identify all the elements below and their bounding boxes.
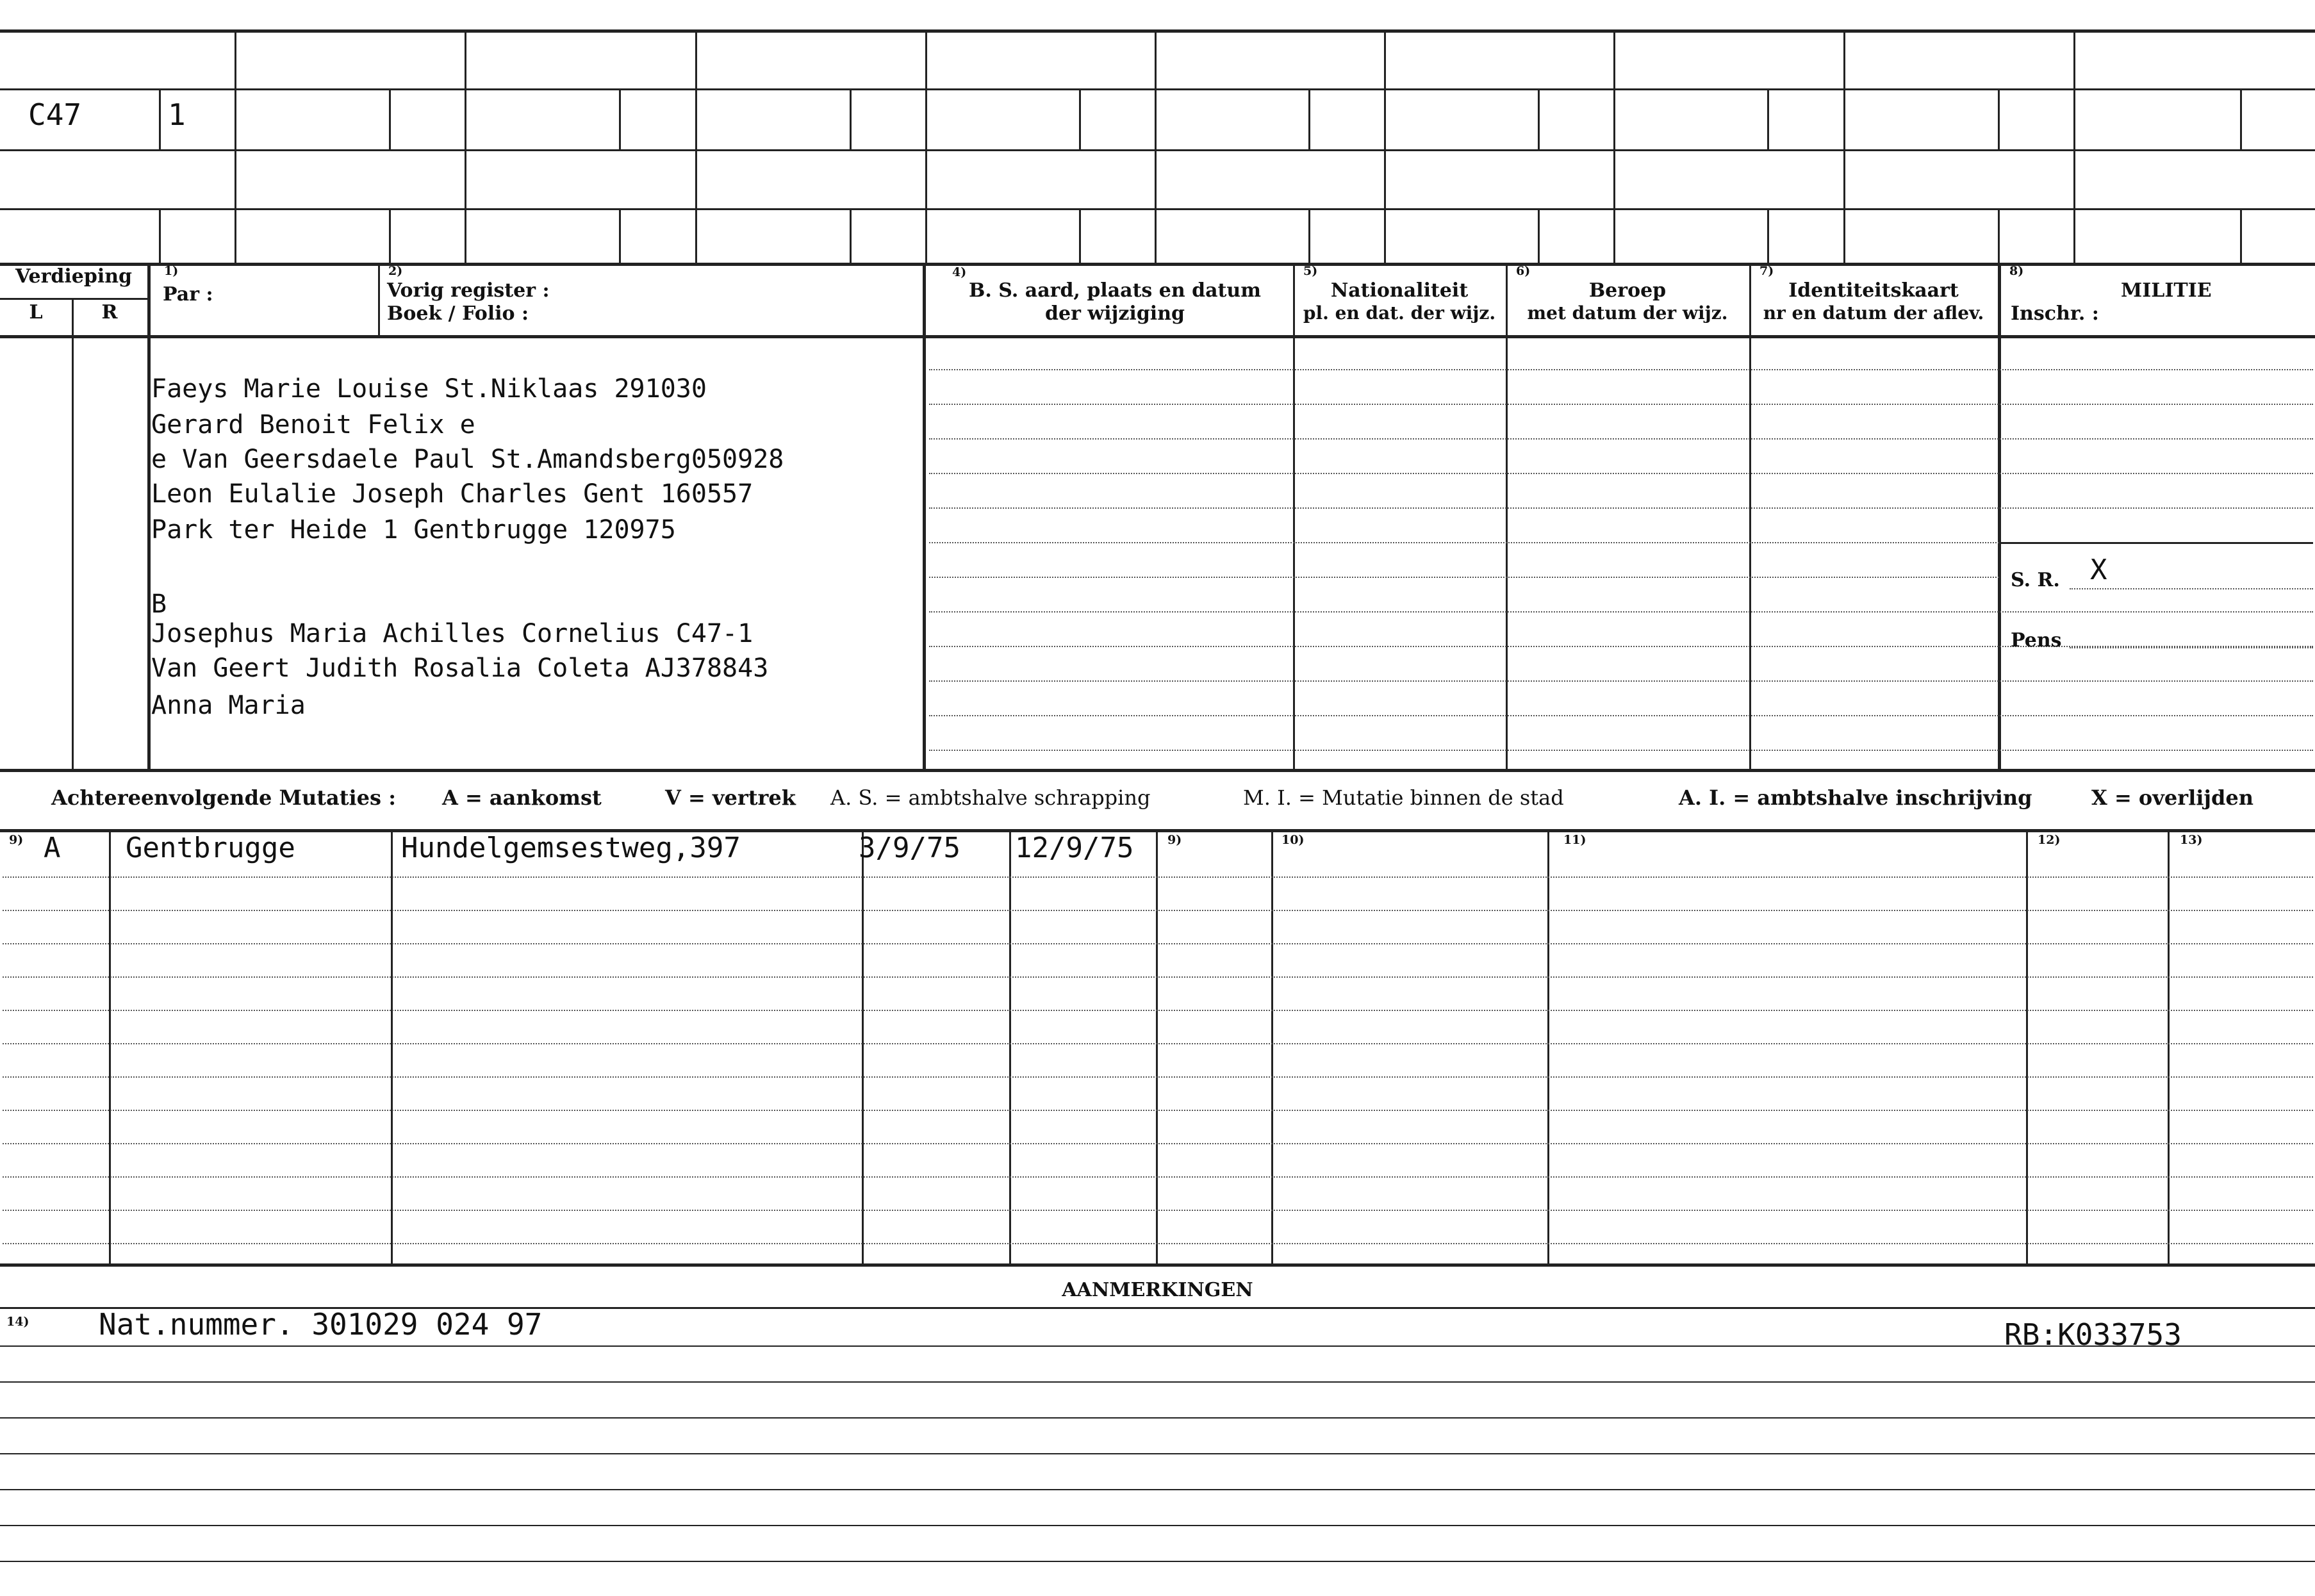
ruled-line — [929, 750, 2313, 751]
grid-line — [0, 298, 147, 300]
grid-line — [1308, 208, 1310, 263]
field-number: 12) — [2038, 833, 2061, 847]
mutation-address: Hundelgemsestweg,397 — [401, 832, 741, 864]
ruled-line — [3, 976, 2313, 978]
field-number: 7) — [1759, 264, 1774, 278]
par-header: Par : — [163, 283, 213, 306]
grid-line — [465, 29, 466, 263]
grid-line — [619, 208, 621, 263]
ruled-line — [3, 876, 2313, 878]
grid-line — [0, 769, 2315, 772]
ruled-line — [929, 404, 2313, 405]
grid-line — [2240, 88, 2242, 149]
field-number: 9) — [9, 833, 24, 847]
field-number: 6) — [1516, 264, 1531, 278]
national-number: Nat.nummer. 301029 024 97 — [99, 1307, 543, 1342]
grid-line — [1155, 29, 1157, 263]
bs-header: B. S. aard, plaats en datum — [969, 279, 1261, 302]
entry-line: Anna Maria — [151, 691, 306, 720]
entry-line: B — [151, 589, 167, 619]
entry-line: Gerard Benoit Felix e — [151, 410, 475, 440]
grid-line — [1538, 208, 1540, 263]
legend-ambtshalve-schrapping: A. S. = ambtshalve schrapping — [830, 786, 1151, 810]
grid-line — [1293, 263, 1295, 769]
ruled-line — [3, 1243, 2313, 1244]
field-number: 4) — [952, 265, 967, 279]
ruled-line — [0, 1417, 2315, 1419]
ruled-line — [3, 1143, 2313, 1144]
mutation-place: Gentbrugge — [126, 832, 295, 864]
aanmerkingen-title: AANMERKINGEN — [1062, 1279, 1253, 1301]
right-header: R — [101, 301, 118, 324]
ruled-line — [0, 1453, 2315, 1454]
left-header: L — [29, 301, 43, 324]
grid-line — [1079, 208, 1081, 263]
grid-line — [2026, 829, 2028, 1263]
ruled-line — [3, 1210, 2313, 1211]
grid-line — [2073, 29, 2075, 263]
grid-line — [850, 88, 852, 149]
ruled-line — [3, 1176, 2313, 1178]
grid-line — [862, 829, 864, 1263]
beroep-header: Beroep — [1588, 279, 1667, 302]
ruled-line — [0, 1561, 2315, 1562]
grid-line — [378, 263, 380, 335]
field-number: 9) — [1167, 833, 1182, 847]
grid-line — [923, 263, 926, 769]
register-number: 1 — [168, 97, 186, 132]
legend-vertrek: V = vertrek — [665, 786, 796, 810]
field-number: 14) — [6, 1315, 29, 1329]
legend-mutatie-binnen-stad: M. I. = Mutatie binnen de stad — [1243, 786, 1564, 810]
grid-line — [1308, 88, 1310, 149]
militie-divider — [2000, 542, 2313, 544]
identiteitskaart-header: Identiteitskaart — [1788, 279, 1959, 302]
ruled-line — [929, 507, 2313, 509]
grid-line — [1547, 829, 1549, 1263]
mutation-date-2: 12/9/75 — [1015, 832, 1134, 864]
grid-line — [925, 29, 927, 263]
grid-line — [1384, 29, 1386, 263]
grid-line — [0, 1263, 2315, 1267]
militie-header: MILITIE — [2121, 279, 2212, 302]
field-number: 13) — [2180, 833, 2203, 847]
grid-line — [2240, 208, 2242, 263]
ruled-line — [929, 473, 2313, 474]
mutation-date-1: 3/9/75 — [859, 832, 960, 864]
grid-line — [619, 88, 621, 149]
grid-line — [159, 88, 161, 149]
rb-number: RB:K033753 — [2004, 1317, 2182, 1352]
sr-value: X — [2090, 554, 2107, 586]
grid-line — [1079, 88, 1081, 149]
grid-line — [389, 208, 391, 263]
verdieping-header: Verdieping — [15, 265, 133, 288]
grid-line — [235, 29, 236, 263]
field-number: 8) — [2009, 264, 2024, 278]
ruled-line — [929, 438, 2313, 440]
legend-aankomst: A = aankomst — [442, 786, 602, 810]
top-border — [0, 29, 2315, 33]
grid-line — [2168, 829, 2170, 1263]
grid-line — [850, 208, 852, 263]
grid-line — [109, 829, 111, 1263]
grid-line — [1271, 829, 1273, 1263]
ruled-line — [3, 1043, 2313, 1044]
field-number: 1) — [164, 264, 179, 278]
legend-ambtshalve-inschrijving: A. I. = ambtshalve inschrijving — [1679, 786, 2032, 810]
field-number: 11) — [1563, 833, 1586, 847]
grid-line — [1009, 829, 1011, 1263]
sr-label: S. R. — [2011, 569, 2060, 591]
grid-line — [1749, 263, 1751, 769]
entry-line: Park ter Heide 1 Gentbrugge 120975 — [151, 515, 676, 545]
grid-line — [72, 298, 74, 769]
grid-line — [695, 29, 697, 263]
entry-line: Van Geert Judith Rosalia Coleta AJ378843 — [151, 654, 769, 683]
mutaties-title: Achtereenvolgende Mutaties : — [51, 786, 396, 810]
register-code: C47 — [28, 97, 82, 132]
field-number: 5) — [1303, 264, 1318, 278]
legend-overlijden: X = overlijden — [2091, 786, 2253, 810]
nationaliteit-header-sub: pl. en dat. der wijz. — [1303, 302, 1496, 324]
field-number: 10) — [1281, 833, 1305, 847]
ruled-line — [3, 910, 2313, 911]
nationaliteit-header: Nationaliteit — [1330, 279, 1469, 302]
inschr-header: Inschr. : — [2011, 302, 2099, 325]
ruled-line — [929, 611, 2313, 613]
grid-line — [1998, 208, 2000, 263]
ruled-line — [0, 1381, 2315, 1383]
pens-label: Pens — [2011, 629, 2062, 652]
ruled-line — [929, 680, 2313, 682]
grid-line — [1506, 263, 1508, 769]
ruled-line — [929, 577, 1999, 578]
grid-line — [0, 335, 2315, 338]
grid-line — [1767, 208, 1769, 263]
ruled-line — [0, 1489, 2315, 1490]
ruled-line — [3, 943, 2313, 944]
field-number: 2) — [388, 264, 403, 278]
entry-line: Leon Eulalie Joseph Charles Gent 160557 — [151, 479, 754, 509]
ruled-line — [0, 1345, 2315, 1347]
grid-line — [389, 88, 391, 149]
vorig-register-header: Vorig register : — [387, 279, 550, 302]
ruled-line — [3, 1076, 2313, 1078]
boek-folio-header: Boek / Folio : — [387, 302, 529, 325]
ruled-line — [2070, 647, 2313, 648]
ruled-line — [0, 1525, 2315, 1526]
beroep-header-sub: met datum der wijz. — [1527, 302, 1728, 324]
ruled-line — [3, 1110, 2313, 1111]
grid-line — [1998, 88, 2000, 149]
entry-line: Faeys Marie Louise St.Niklaas 291030 — [151, 374, 707, 404]
identiteitskaart-header-sub: nr en datum der aflev. — [1763, 302, 1984, 324]
grid-line — [391, 829, 393, 1263]
ruled-line — [929, 542, 1999, 543]
ruled-line — [3, 1010, 2313, 1011]
grid-line — [0, 263, 2315, 266]
ruled-line — [929, 369, 2313, 370]
grid-line — [1843, 29, 1845, 263]
grid-line — [0, 149, 2315, 151]
entry-line: e Van Geersdaele Paul St.Amandsberg050928 — [151, 445, 784, 474]
grid-line — [1156, 829, 1158, 1263]
grid-line — [1998, 263, 2001, 769]
grid-line — [1538, 88, 1540, 149]
ruled-line — [2070, 588, 2313, 589]
entry-line: Josephus Maria Achilles Cornelius C47-1 — [151, 619, 754, 648]
grid-line — [159, 208, 161, 263]
grid-line — [147, 263, 151, 769]
grid-line — [1613, 29, 1615, 263]
grid-line — [0, 88, 2315, 90]
bs-header-sub: der wijziging — [1045, 302, 1185, 325]
mutation-type: A — [44, 832, 61, 864]
ruled-line — [929, 715, 2313, 716]
grid-line — [1767, 88, 1769, 149]
grid-line — [0, 208, 2315, 210]
